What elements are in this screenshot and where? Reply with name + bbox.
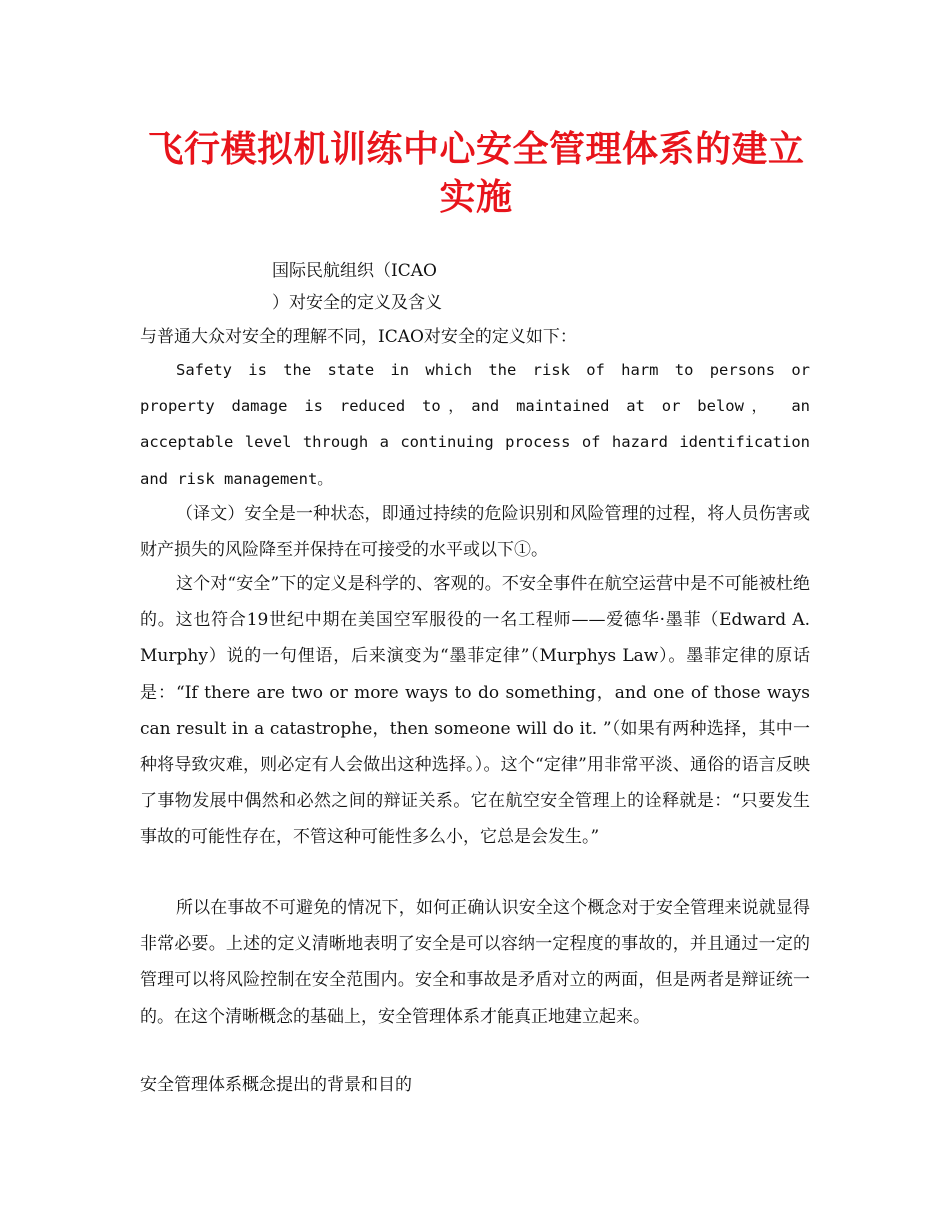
- section-heading-line1: 国际民航组织（ICAO: [272, 261, 437, 281]
- english-definition: Safety is the state in which the risk of harm to persons or property damage is reduced to，and maintained at or below， an acceptable level through a continuing process of hazard identification and risk management。: [140, 361, 810, 488]
- section-heading-line2: ）对安全的定义及含义: [272, 293, 442, 313]
- section-heading-2: 安全管理体系概念提出的背景和目的: [140, 1075, 412, 1095]
- intro-text: 与普通大众对安全的理解不同，ICAO对安全的定义如下：: [140, 327, 577, 347]
- conclusion-paragraph: 所以在事故不可避免的情况下，如何正确认识安全这个概念对于安全管理来说就显得非常必要。上述的定义清晰地表明了安全是可以容纳一定程度的事故的，并且通过一定的管理可以将风险控制在安全范围内。安全和事故是矛盾对立的两面，但是两者是辩证统一的。在这个清晰概念的基础上，安全管理体系才能真正地建立起来。: [140, 898, 810, 1027]
- murphy-paragraph: 这个对“安全”下的定义是科学的、客观的。不安全事件在航空运营中是不可能被杜绝的。这也符合19世纪中期在美国空军服役的一名工程师——爱德华·墨菲（Edward A. Murphy）说的一句俚语，后来演变为“墨菲定律”（Murphys Law）。墨菲定律的原话是：“If there are two or more ways to do something，and one of those ways can result in a catastrophe，then someone will do it. ”（如果有两种选择，其中一种将导致灾难，则必定有人会做出这种选择。）。这个“定律”用非常平淡、通俗的语言反映了事物发展中偶然和必然之间的辩证关系。它在航空安全管理上的诠释就是：“只要发生事故的可能性存在，不管这种可能性多么小，它总是会发生。”: [140, 574, 810, 848]
- document-title: 飞行模拟机训练中心安全管理体系的建立实施: [147, 129, 805, 218]
- translation-paragraph: （译文）安全是一种状态，即通过持续的危险识别和风险管理的过程，将人员伤害或财产损失的风险降至并保持在可接受的水平或以下①。: [140, 504, 810, 561]
